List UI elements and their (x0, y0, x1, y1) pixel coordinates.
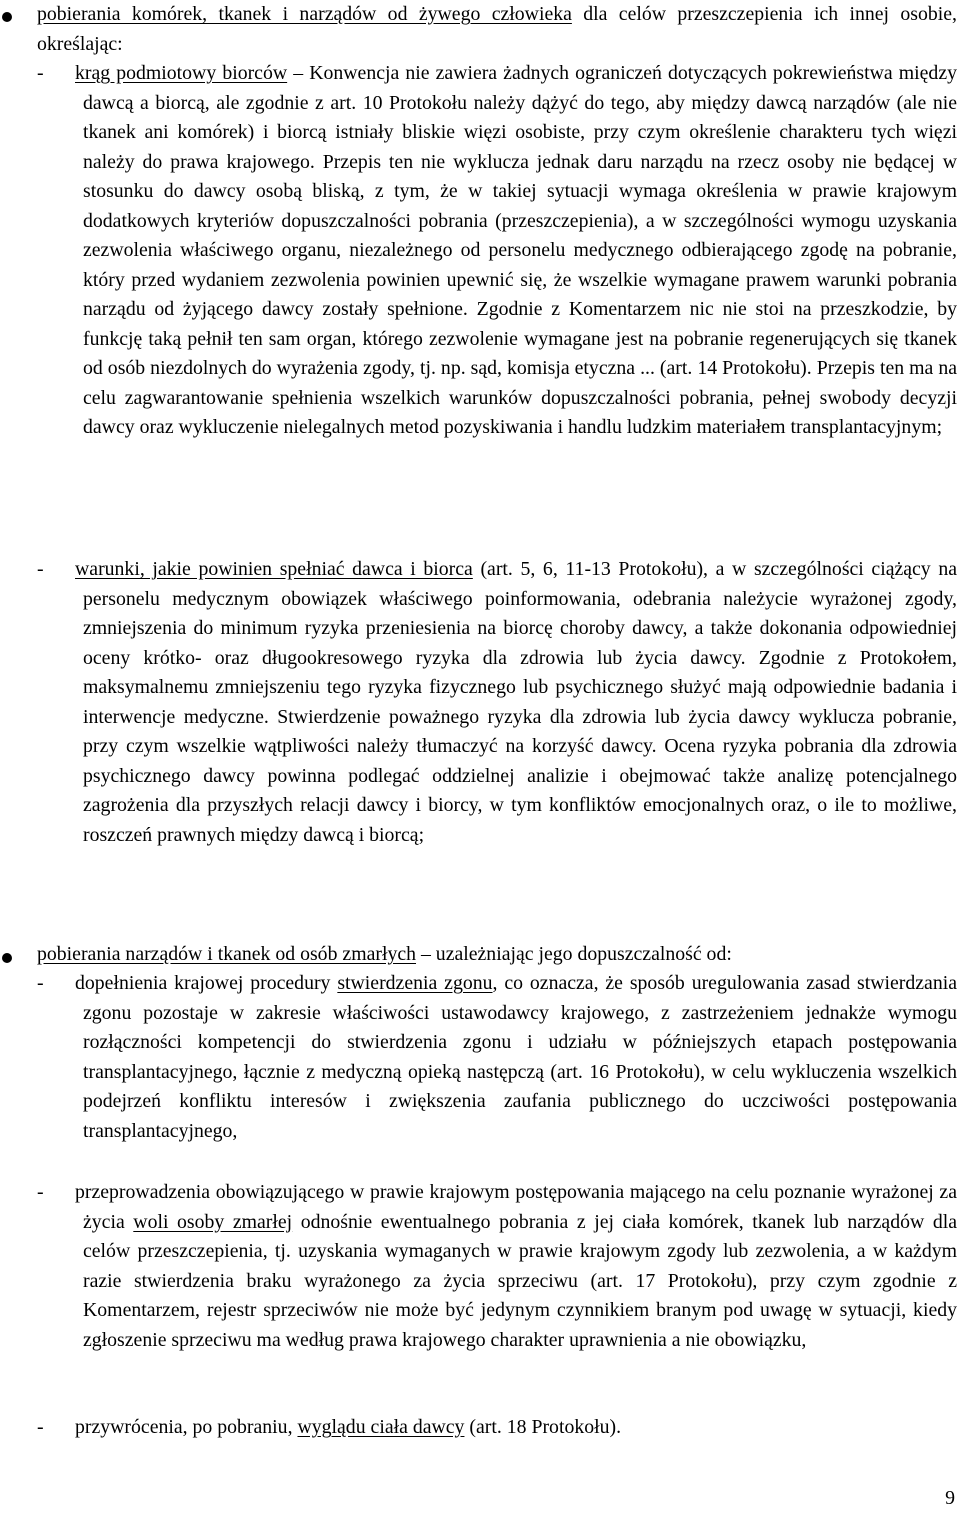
list-item (75, 1178, 958, 1355)
list-item-text: , co oznacza, że sposób uregulowania zasad stwierdzania zgonu pozostaje w zakresie właściwości ustawodawcy krajowego, z zastrzeżeniem jednakże wymogu rozłączności kompetencji do stwierdzenia zgonu i udziału w późniejszych etapach postępowania transplantacyjnego, łącznie z medyczną opieką następczą (art. 16 Protokołu), w celu wykluczenia wszelkich podejrzeń konfliktu interesów i zwiększenia zaufania publicznego do uczciwości postępowania transplantacyjnego, (83, 972, 957, 1142)
section2-heading-link[interactable]: pobierania narządów i tkanek od osób zmarłych (37, 943, 417, 965)
list-dash: - (37, 558, 44, 580)
list-item-link[interactable]: wyglądu ciała dawcy (297, 1416, 465, 1438)
list-item (75, 59, 957, 443)
bullet-icon (2, 953, 12, 963)
list-item-text: przywrócenia, po pobraniu, (75, 1416, 298, 1438)
list-dash: - (37, 1416, 44, 1438)
list-dash: - (37, 62, 44, 84)
list-item-text: dopełnienia krajowej procedury (75, 972, 338, 994)
section1-heading-link[interactable]: pobierania komórek, tkanek i narządów od żywego człowieka (37, 3, 572, 25)
list-item-link[interactable]: krąg podmiotowy biorców (75, 62, 288, 84)
list-dash: - (37, 1181, 44, 1203)
list-item-text: przeprowadzenia obowiązującego w prawie krajowym postępowania mającego na celu poznanie wyrażonej za życia (75, 1181, 957, 1233)
list-item-text: (art. 18 Protokołu). (464, 1416, 622, 1438)
list-dash: - (37, 972, 44, 994)
list-item (75, 969, 957, 1146)
list-item (75, 555, 957, 850)
section2-heading (37, 940, 957, 970)
list-item-text: – Konwencja nie zawiera żadnych ograniczeń dotyczących pokrewieństwa między dawcą a biorcą, ale zgodnie z art. 10 Protokołu należy dążyć do tego, aby między dawcą narządów (ale nie tkanek ani komórek) i biorcą istniały bliskie więzi osobiste, przy czym określenie charakteru tych więzi należy do prawa krajowego. Przepis ten nie wyklucza jednak daru narządu na rzecz osoby nie będącej w stosunku do dawcy osobą bliską, z tym, że w takiej sytuacji wymaga określenia w prawie krajowym dodatkowych kryteriów dopuszczalności pobrania (przeszczepienia), a w szczególności wymogu uzyskania zezwolenia właściwego organu, niezależnego od personelu medycznego odbierającego zgodę na pobranie, który przed wydaniem zezwolenia powinien upewnić się, że wszelkie wymagane prawem warunki pobrania narządu od żyjącego dawcy zostały spełnione. Zgodnie z Komentarzem nic nie stoi na przeszkodzie, by funkcję taką pełnił ten sam organ, którego zezwolenie wymagane jest na pobranie regenerujących się tkanek od osób niezdolnych do wyrażenia zgody, tj. np. sąd, komisja etyczna ... (art. 14 Protokołu). Przepis ten ma na celu zagwarantowanie spełnienia wszelkich warunków dopuszczalności pobrania, pełnej swobody decyzji dawcy oraz wykluczenie nielegalnych metod pozyskiwania i handlu ludzkim materiałem transplantacyjnym; (83, 62, 957, 438)
list-item-link[interactable]: woli osoby zmarłej (133, 1210, 293, 1233)
list-item-text: (art. 5, 6, 11-13 Protokołu), a w szczególności ciążący na personelu medycznym obowiązek właściwego poinformowania, odebrania należycie wyrażonej zgody, zmniejszenia do minimum ryzyka przeniesienia na biorcę choroby dawcy, a także dokonania odpowiedniej oceny krótko- oraz długookresowego ryzyka dla zdrowia lub życia dawcy. Zgodnie z Protokołem, maksymalnemu zmniejszeniu tego ryzyka fizycznego lub psychicznego służyć mają odpowiednie badania i interwencje medyczne. Stwierdzenie poważnego ryzyka dla zdrowia lub życia dawcy wyklucza pobranie, przy czym wszelkie wątpliwości należy tłumaczyć na korzyść dawcy. Ocena ryzyka pobrania dla zdrowia psychicznego dawcy powinna podlegać oddzielnej analizie i obejmować także analizę potencjalnego zagrożenia dla przyszłych relacji dawcy i biorcy, w tym konfliktów emocjonalnych oraz, o ile to możliwe, roszczeń prawnych między dawcą i biorcą; (83, 558, 957, 846)
list-item-link[interactable]: warunki, jakie powinien spełniać dawca i biorca (75, 558, 473, 580)
section2-heading-text: – uzależniając jego dopuszczalność od: (416, 943, 732, 965)
section1-heading (37, 0, 957, 59)
section1-heading-text: dla celów przeszczepienia ich innej osobie, określając: (37, 3, 957, 55)
list-item-text: odnośnie ewentualnego pobrania z jej ciała komórek, tkanek lub narządów dla celów przeszczepienia, tj. uzyskania wymaganych w prawie krajowym zgody lub zezwolenia, a w każdym razie stwierdzenia braku wyrażonego za życia sprzeciwu (art. 17 Protokołu), przy czym zgodnie z Komentarzem, rejestr sprzeciwów nie może być jedynym czynnikiem branym pod uwagę w sytuacji, kiedy zgłoszenie sprzeciwu ma według prawa krajowego charakter uprawnienia a nie obowiązku, (83, 1210, 958, 1351)
bullet-icon (2, 12, 12, 22)
page-number: 9 (945, 1487, 955, 1509)
list-item-link[interactable]: stwierdzenia zgonu (337, 972, 493, 994)
list-item (75, 1413, 957, 1443)
